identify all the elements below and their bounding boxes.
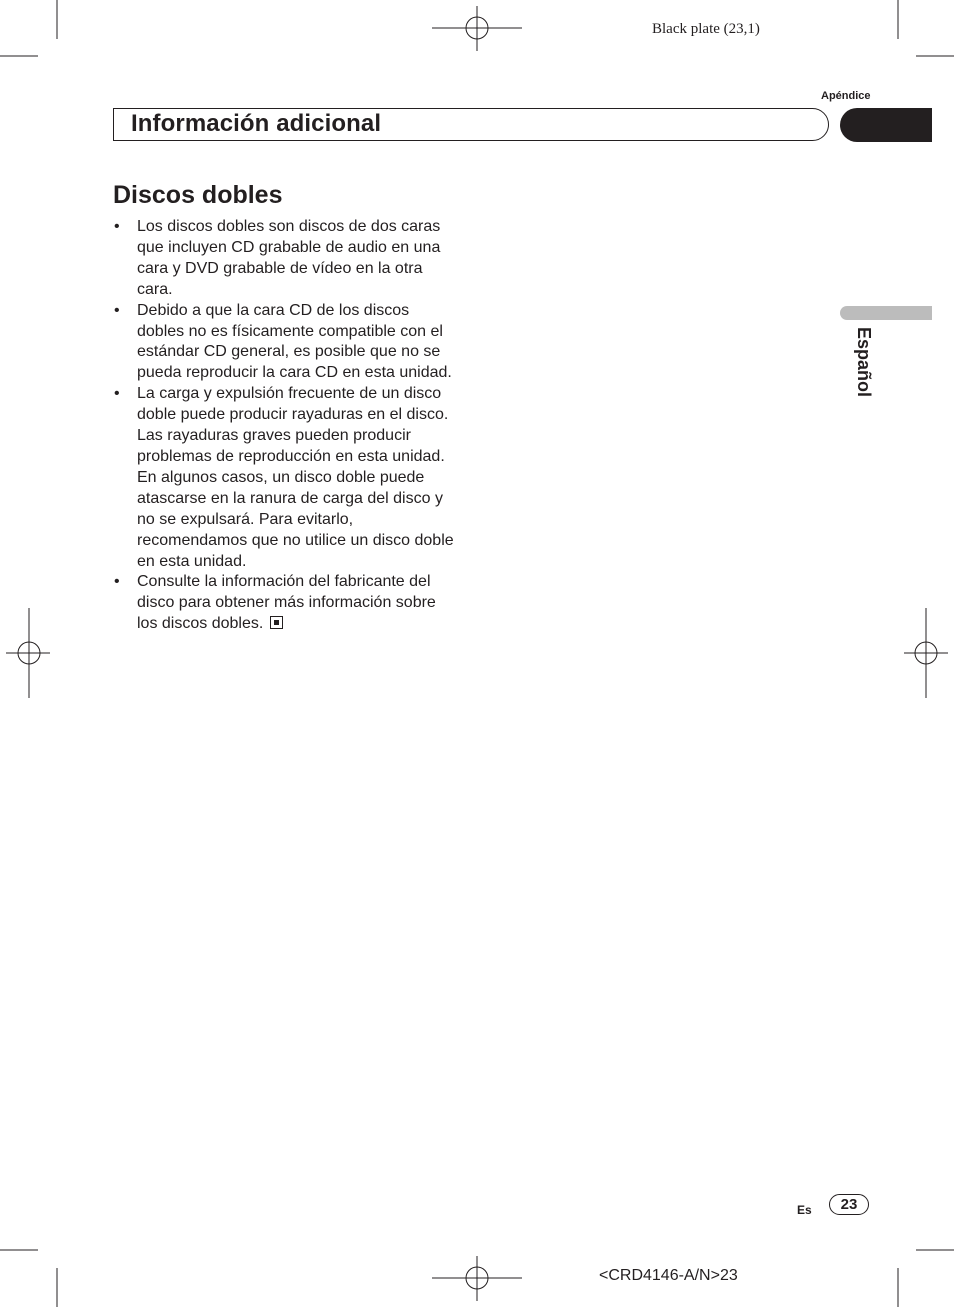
list-item-text: Consulte la información del fabricante del disco para obtener más información sobre los discos dobles. (137, 573, 436, 633)
list-item-text: Los discos dobles son discos de dos caras que incluyen CD grabable de audio en una cara y DVD grabable de vídeo en la otra cara. (137, 218, 441, 298)
list-item-text: Debido a que la cara CD de los discos dobles no es físicamente compatible con el estándar CD general, es posible que no se pueda reproducir la cara CD en esta unidad. (137, 301, 452, 382)
bullet-list (113, 217, 458, 635)
list-item (113, 217, 458, 301)
list-item (113, 301, 458, 385)
list-item-text: La carga y expulsión frecuente de un disco doble puede producir rayaduras en el disco. Las rayaduras graves pueden producir problemas de reproducción en esta unidad. En algunos casos, un disco doble puede atascarse en la ranura de carga del disco y no se expulsará. Para evitarlo, recomendamos que no utilice un disco doble en esta unidad. (137, 385, 454, 570)
page-title: Discos dobles (113, 181, 283, 209)
list-item (113, 572, 458, 635)
end-of-section-icon (270, 616, 283, 629)
chapter-label: Apéndice (821, 90, 871, 102)
language-label: Español (854, 327, 874, 398)
section-tab (840, 108, 932, 142)
section-title: Información adicional (131, 110, 382, 137)
page-number: 23 (829, 1194, 869, 1215)
language-tab (840, 306, 932, 320)
language-code: Es (797, 1203, 812, 1217)
list-item (113, 384, 458, 572)
document-code: <CRD4146-A/N>23 (599, 1267, 738, 1284)
plate-label: Black plate (23,1) (652, 21, 760, 37)
